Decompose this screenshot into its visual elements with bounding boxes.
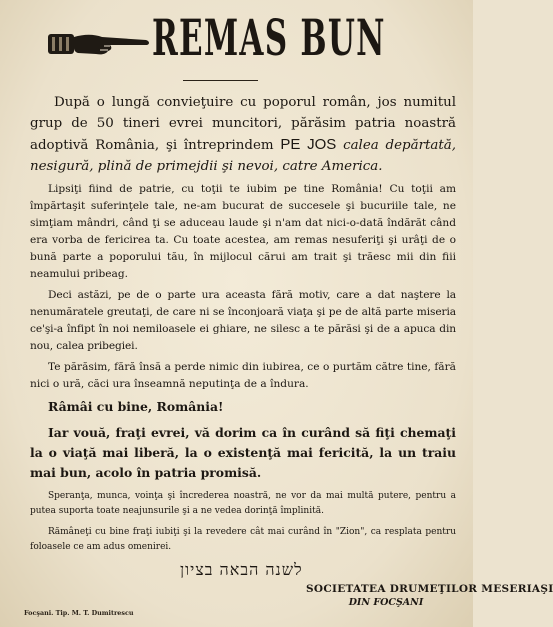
signature-city: DIN FOCŞANI: [348, 597, 424, 608]
header: [0, 6, 473, 76]
paragraph-1: Lipsiţi fiind de patrie, cu toţii te iubim pe tine România! Cu toţii am împărtaşit suferinţele tale, ne-am bucurat de succesele şi bucuriile tale, ne simţiam mândri, când ţi se aduceau laude şi n'am dat nici-o-dată îndărăt când era vorba de fericirea ta. Cu toate acestea, am remas nesuferiţi şi urâţi de o bună parte a poporului tău, în mijlocul cărui am trait şi trăesc mii din fiii neamului pribeag.: [30, 183, 456, 280]
title-divider: [183, 80, 258, 81]
signature: [306, 583, 553, 608]
intro-text: După o lungă convieţuire cu poporul român, jos numitul grup de 50 tineri evrei muncitori, părăsim patria noastră adoptivă România, şi întreprindem: [30, 95, 456, 153]
page-title: REMAS BUN: [152, 8, 386, 67]
paragraph-2: Deci astăzi, pe de o parte ura aceasta fără motiv, care a dat naştere la nenumăratele greutaţi, de care ni se înconjoară viaţa şi pe de altă parte miseria ce'şi-a înfipt în noi nemiloasele ei ghiare, ne silesc a te părăsi şi de a apuca din nou, calea pribegiei.: [30, 289, 456, 352]
signature-org: SOCIETATEA DRUMEŢILOR MESERIAŞI: [306, 583, 553, 595]
main-text: [30, 92, 456, 555]
pe-jos-text: PE JOS: [280, 136, 337, 153]
paragraph-3: Te părăsim, fără însă a perde nimic din iubirea, ce o purtăm către tine, fără nici o ură, căci ura înseamnă neputinţa de a îndura.: [30, 361, 456, 390]
intro-italic-text: calea depărtată, nesigură, plină de primejdii şi nevoi, catre America.: [30, 138, 456, 174]
small-paragraph-1: Speranţa, munca, voinţa şi încrederea noastră, ne vor da mai multă putere, pentru a putea suporta toate neajunsurile şi a ne vedea dorinţă împlinită.: [30, 491, 456, 516]
intro-paragraph: [30, 92, 456, 177]
small-paragraph-2: Rămâneţi cu bine fraţi iubiţi şi la revedere cât mai curând în "Zion", ca resplata pentru foloasele ce am adus omenirei.: [30, 527, 456, 552]
brothers-paragraph: Iar vouă, fraţi evrei, vă dorim ca în curând să fiţi chemaţi la o viaţă mai liberă, la o existenţă mai fericită, la un traiu mai bun, acolo în patria promisă.: [30, 425, 456, 480]
pointing-hand-icon: [46, 28, 152, 58]
printer-imprint: Focşani. Tip. M. T. Dumitrescu: [24, 609, 134, 617]
farewell-line: Râmâi cu bine, România!: [48, 399, 224, 414]
hebrew-line: לשנה הבאה בציון: [180, 560, 303, 579]
